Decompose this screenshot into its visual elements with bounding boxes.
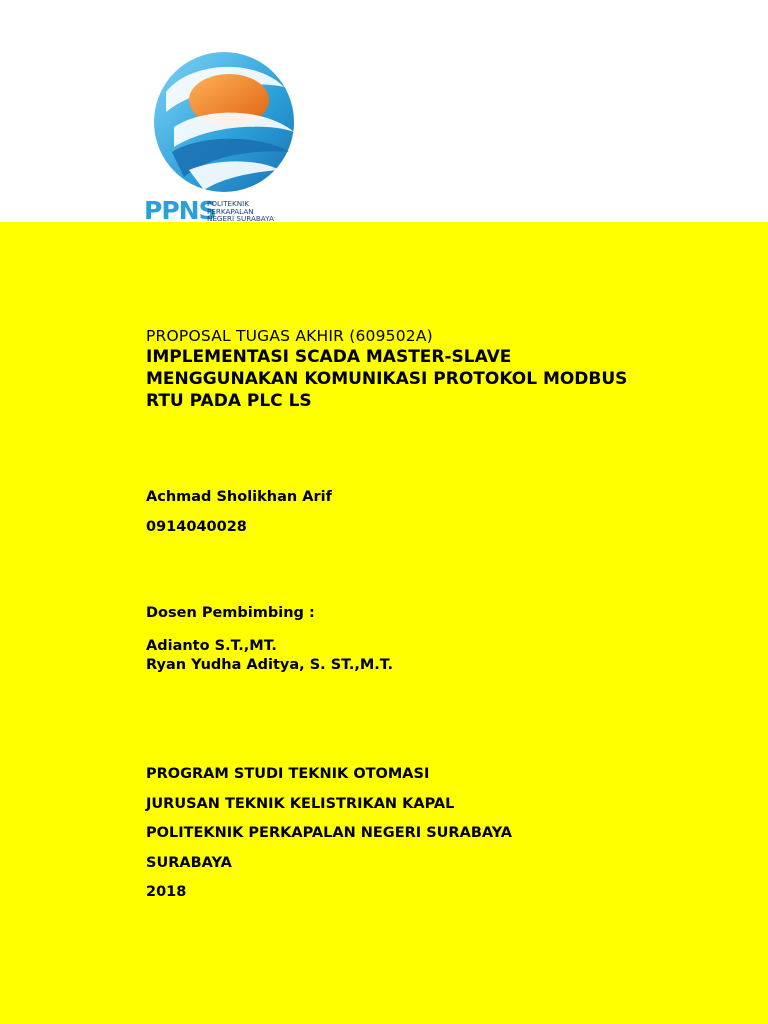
supervisor-1: Adianto S.T.,MT. bbox=[146, 638, 277, 654]
title-line: RTU PADA PLC LS bbox=[146, 391, 312, 411]
department: JURUSAN TEKNIK KELISTRIKAN KAPAL bbox=[146, 796, 455, 812]
year: 2018 bbox=[146, 884, 187, 900]
ppns-globe-logo-icon bbox=[144, 52, 304, 197]
author-name: Achmad Sholikhan Arif bbox=[146, 489, 332, 505]
proposal-label: PROPOSAL TUGAS AKHIR (609502A) bbox=[146, 327, 433, 345]
student-id: 0914040028 bbox=[146, 519, 247, 535]
institution: POLITEKNIK PERKAPALAN NEGERI SURABAYA bbox=[146, 825, 513, 841]
title-line: MENGGUNAKAN KOMUNIKASI PROTOKOL MODBUS bbox=[146, 369, 628, 389]
title-line: IMPLEMENTASI SCADA MASTER-SLAVE bbox=[146, 347, 512, 367]
supervisor-2: Ryan Yudha Aditya, S. ST.,M.T. bbox=[146, 657, 394, 673]
supervisor-label: Dosen Pembimbing : bbox=[146, 605, 315, 621]
logo-subtitle: POLITEKNIK PERKAPALAN NEGERI SURABAYA bbox=[207, 199, 274, 224]
document-title bbox=[146, 346, 627, 412]
city: SURABAYA bbox=[146, 855, 232, 871]
study-program: PROGRAM STUDI TEKNIK OTOMASI bbox=[146, 766, 430, 782]
logo-wordmark: PPNS bbox=[144, 196, 216, 225]
ppns-logo bbox=[144, 52, 314, 224]
